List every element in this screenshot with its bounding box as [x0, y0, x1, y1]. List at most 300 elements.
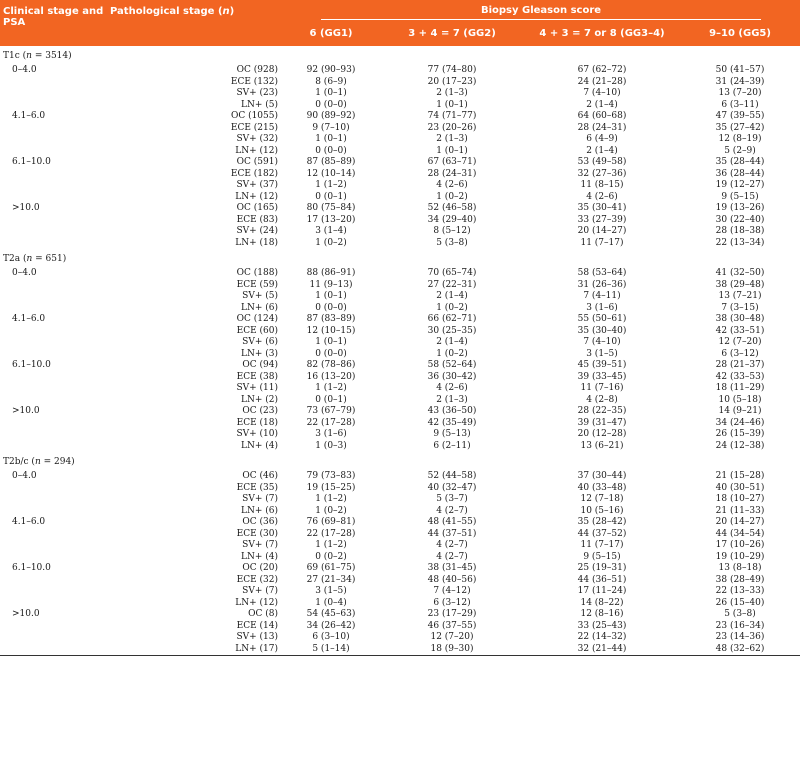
probability-cell: 31 (24–39): [715, 76, 765, 87]
probability-cell: 79 (73–83): [306, 471, 356, 481]
table-row: [0, 146, 800, 158]
probability-cell: 28 (22–35): [577, 406, 627, 416]
psa-range-label: [0, 575, 106, 587]
probability-cell: 87 (83–89): [306, 314, 356, 324]
probability-cell: 23 (20–26): [427, 122, 477, 133]
header-gleason-gg2: 3 + 4 = 7 (GG2): [380, 21, 524, 46]
probability-cell: 6 (3–11): [721, 99, 759, 110]
probability-cell: 3 (1–5): [315, 586, 347, 596]
pathological-stage-cell: LN+ (5): [240, 99, 278, 110]
psa-range-label: [0, 586, 106, 598]
probability-cell: 42 (33–51): [715, 325, 765, 336]
table-row: [0, 395, 800, 407]
header-path-close: ): [229, 6, 235, 17]
probability-cell: 35 (28–42): [577, 517, 627, 527]
probability-cell: 3 (1–6): [586, 302, 618, 313]
table-row: [0, 100, 800, 112]
probability-cell: 27 (22–31): [427, 279, 477, 290]
stage-group-label-prefix: T2b/c (: [3, 457, 35, 467]
table-row: [0, 598, 800, 610]
probability-cell: 52 (46–58): [427, 203, 477, 213]
probability-cell: 1 (0–2): [436, 191, 468, 202]
psa-range-label: 6.1–10.0: [12, 563, 51, 573]
probability-cell: 42 (35–49): [427, 417, 477, 428]
pathological-stage-cell: OC (591): [236, 157, 278, 167]
probability-cell: 28 (18–38): [715, 226, 765, 236]
probability-cell: 14 (8–22): [580, 597, 624, 608]
table-row: [0, 429, 800, 441]
pathological-stage-cell: ECE (132): [230, 76, 278, 87]
probability-cell: 1 (0–3): [315, 440, 347, 451]
probability-cell: 20 (17–23): [427, 76, 477, 87]
probability-cell: 33 (25–43): [577, 620, 627, 631]
probability-cell: 74 (71–77): [427, 111, 477, 121]
table-row: [0, 632, 800, 644]
stage-group-row: [0, 249, 800, 268]
header-biopsy-gleason-label: Biopsy Gleason score: [321, 5, 761, 20]
table-row: [0, 552, 800, 564]
probability-cell: 6 (4–9): [586, 134, 618, 144]
pathological-stage-cell: OC (23): [242, 406, 278, 416]
table-row: [0, 169, 800, 181]
probability-cell: 12 (10–15): [306, 325, 356, 336]
stage-group-label-count: = 651): [32, 254, 67, 264]
psa-range-label: [0, 598, 106, 610]
psa-range-label: [0, 238, 106, 250]
probability-cell: 21 (15–28): [715, 471, 765, 481]
psa-range-label: [0, 303, 106, 315]
probability-cell: 8 (5–12): [433, 226, 471, 236]
probability-cell: 7 (4–12): [433, 586, 471, 596]
header-pathological-stage: [106, 0, 282, 46]
pathological-stage-cell: ECE (182): [230, 168, 278, 179]
probability-cell: 38 (29–48): [715, 279, 765, 290]
probability-cell: 11 (7–17): [580, 540, 624, 550]
probability-cell: 2 (1–4): [586, 145, 618, 156]
psa-range-label: 0–4.0: [12, 65, 37, 75]
probability-cell: 90 (89–92): [306, 111, 356, 121]
header-gleason-gg1: 6 (GG1): [282, 21, 380, 46]
probability-cell: 9 (5–15): [583, 551, 621, 562]
probability-cell: 6 (3–12): [433, 597, 471, 608]
probability-cell: 12 (7–20): [718, 337, 762, 347]
psa-range-label: [0, 383, 106, 395]
probability-cell: 77 (74–80): [427, 65, 477, 75]
psa-range-label: [0, 441, 106, 453]
table-row: [0, 517, 800, 529]
pathological-stage-cell: SV+ (24): [236, 226, 278, 236]
probability-cell: 2 (1–4): [436, 291, 468, 301]
probability-cell: 41 (32–50): [715, 268, 765, 278]
probability-cell: 48 (40–56): [427, 574, 477, 585]
probability-cell: 0 (0–1): [315, 191, 347, 202]
probability-cell: 40 (33–48): [577, 482, 627, 493]
probability-cell: 9 (5–13): [433, 429, 471, 439]
probability-cell: 6 (3–12): [721, 348, 759, 359]
header-path-text: Pathological stage (: [110, 6, 223, 17]
probability-cell: 16 (13–20): [306, 371, 356, 382]
probability-cell: 0 (0–1): [315, 394, 347, 405]
psa-range-label: [0, 372, 106, 384]
table-row: [0, 471, 800, 483]
psa-range-label: [0, 621, 106, 633]
psa-range-label: [0, 529, 106, 541]
table-row: [0, 303, 800, 315]
probability-cell: 17 (11–24): [577, 586, 627, 596]
probability-cell: 7 (4–10): [583, 337, 621, 347]
probability-cell: 39 (31–47): [577, 417, 627, 428]
probability-cell: 26 (15–40): [715, 597, 765, 608]
psa-range-label: [0, 169, 106, 181]
probability-cell: 58 (53–64): [577, 268, 627, 278]
probability-cell: 7 (4–10): [583, 88, 621, 98]
table-row: [0, 280, 800, 292]
psa-range-label: [0, 192, 106, 204]
table-row: [0, 383, 800, 395]
probability-cell: 1 (0–4): [315, 597, 347, 608]
probability-cell: 3 (1–6): [315, 429, 347, 439]
probability-cell: 48 (41–55): [427, 517, 477, 527]
probability-cell: 20 (14–27): [715, 517, 765, 527]
probability-cell: 35 (27–42): [715, 122, 765, 133]
probability-cell: 42 (33–53): [715, 371, 765, 382]
psa-range-label: [0, 215, 106, 227]
probability-cell: 67 (62–72): [577, 65, 627, 75]
probability-cell: 1 (1–2): [315, 494, 347, 504]
table-header: [0, 0, 800, 46]
probability-cell: 13 (7–20): [718, 88, 762, 98]
table-body: [0, 46, 800, 656]
probability-cell: 12 (7–18): [580, 494, 624, 504]
probability-cell: 44 (36–51): [577, 574, 627, 585]
probability-cell: 2 (1–3): [436, 394, 468, 405]
probability-cell: 45 (39–51): [577, 360, 627, 370]
pathological-stage-cell: ECE (30): [236, 528, 278, 539]
psa-range-label: [0, 180, 106, 192]
probability-cell: 34 (26–42): [306, 620, 356, 631]
probability-cell: 5 (2–9): [724, 145, 756, 156]
probability-cell: 32 (21–44): [577, 643, 627, 654]
pathological-stage-cell: LN+ (12): [235, 145, 278, 156]
pathological-stage-cell: ECE (83): [236, 214, 278, 225]
probability-cell: 39 (33–45): [577, 371, 627, 382]
psa-range-label: [0, 88, 106, 100]
header-gleason-gg5: 9–10 (GG5): [680, 21, 800, 46]
table-row: [0, 203, 800, 215]
probability-cell: 6 (3–10): [312, 632, 350, 642]
psa-range-label: [0, 77, 106, 89]
header-clinical-stage: Clinical stage and PSA: [0, 0, 106, 46]
probability-cell: 32 (27–36): [577, 168, 627, 179]
psa-range-label: [0, 291, 106, 303]
psa-range-label: 4.1–6.0: [12, 314, 46, 324]
probability-cell: 22 (13–34): [715, 237, 765, 248]
table-row: [0, 644, 800, 656]
probability-cell: 73 (67–79): [306, 406, 356, 416]
stage-group-label-prefix: T1c (: [3, 51, 27, 61]
stage-group-row: [0, 452, 800, 471]
probability-cell: 1 (1–2): [315, 180, 347, 190]
probability-cell: 92 (90–93): [306, 65, 356, 75]
probability-cell: 4 (2–7): [436, 551, 468, 562]
stage-group-label-n: n: [26, 51, 32, 61]
pathological-stage-cell: LN+ (4): [240, 551, 278, 562]
table-row: [0, 291, 800, 303]
psa-range-label: [0, 226, 106, 238]
pathological-stage-cell: SV+ (5): [242, 291, 278, 301]
table-row: [0, 349, 800, 361]
probability-cell: 14 (9–21): [718, 406, 762, 416]
probability-cell: 31 (26–36): [577, 279, 627, 290]
probability-cell: 4 (2–7): [436, 505, 468, 516]
pathological-stage-cell: ECE (38): [236, 371, 278, 382]
table-row: [0, 215, 800, 227]
probability-cell: 5 (3–7): [436, 494, 468, 504]
probability-cell: 5 (3–8): [436, 237, 468, 248]
pathological-stage-cell: LN+ (6): [240, 505, 278, 516]
probability-cell: 48 (32–62): [715, 643, 765, 654]
table-row: [0, 586, 800, 598]
psa-range-label: 4.1–6.0: [12, 111, 46, 121]
probability-cell: 11 (8–15): [580, 180, 624, 190]
probability-cell: 0 (0–0): [315, 348, 347, 359]
psa-range-label: [0, 644, 106, 656]
table-row: [0, 337, 800, 349]
probability-cell: 28 (24–31): [577, 122, 627, 133]
probability-cell: 88 (86–91): [306, 268, 356, 278]
probability-cell: 30 (25–35): [427, 325, 477, 336]
psa-range-label: [0, 494, 106, 506]
probability-cell: 0 (0–0): [315, 99, 347, 110]
probability-cell: 12 (8–19): [718, 134, 762, 144]
table-row: [0, 192, 800, 204]
pathological-stage-cell: ECE (35): [236, 482, 278, 493]
table-row: [0, 529, 800, 541]
pathological-stage-cell: SV+ (7): [242, 494, 278, 504]
table-row: [0, 563, 800, 575]
probability-cell: 9 (7–10): [312, 122, 350, 133]
probability-cell: 2 (1–4): [586, 99, 618, 110]
probability-cell: 12 (10–14): [306, 168, 356, 179]
probability-cell: 10 (5–16): [580, 505, 624, 516]
table-row: [0, 134, 800, 146]
pathological-stage-cell: ECE (215): [230, 122, 278, 133]
pathological-stage-cell: LN+ (12): [235, 191, 278, 202]
header-path-n: n: [222, 6, 230, 17]
probability-cell: 4 (2–6): [586, 191, 618, 202]
header-gleason-gg3-4: 4 + 3 = 7 or 8 (GG3–4): [524, 21, 680, 46]
probability-cell: 25 (19–31): [577, 563, 627, 573]
probability-cell: 58 (52–64): [427, 360, 477, 370]
probability-cell: 22 (14–32): [577, 632, 627, 642]
probability-cell: 1 (0–1): [315, 134, 347, 144]
table-row: [0, 157, 800, 169]
probability-cell: 19 (10–29): [715, 551, 765, 562]
pathological-stage-cell: SV+ (11): [236, 383, 278, 393]
table-row: [0, 88, 800, 100]
psa-range-label: >10.0: [12, 609, 40, 619]
probability-cell: 28 (21–37): [715, 360, 765, 370]
pathological-stage-cell: OC (20): [242, 563, 278, 573]
probability-cell: 5 (1–14): [312, 643, 350, 654]
stage-group-label: [0, 452, 800, 471]
probability-cell: 13 (7–21): [718, 291, 762, 301]
psa-range-label: [0, 123, 106, 135]
probability-cell: 19 (15–25): [306, 482, 356, 493]
probability-cell: 54 (45–63): [306, 609, 356, 619]
stage-group-label-count: = 294): [40, 457, 75, 467]
table-row: [0, 609, 800, 621]
probability-cell: 19 (13–26): [715, 203, 765, 213]
pathological-stage-cell: OC (8): [248, 609, 278, 619]
stage-group-label-n: n: [26, 254, 33, 264]
probability-cell: 55 (50–61): [577, 314, 627, 324]
probability-cell: 67 (63–71): [427, 157, 477, 167]
probability-cell: 46 (37–55): [427, 620, 477, 631]
table-row: [0, 180, 800, 192]
probability-cell: 40 (30–51): [715, 482, 765, 493]
table-row: [0, 483, 800, 495]
probability-cell: 53 (49–58): [577, 157, 627, 167]
probability-cell: 5 (3–8): [724, 609, 756, 619]
probability-cell: 23 (16–34): [715, 620, 765, 631]
probability-cell: 11 (9–13): [309, 279, 353, 290]
probability-cell: 7 (3–15): [721, 302, 759, 313]
probability-cell: 4 (2–8): [586, 394, 618, 405]
psa-range-label: [0, 632, 106, 644]
psa-range-label: 0–4.0: [12, 268, 37, 278]
table-row: [0, 360, 800, 372]
probability-cell: 34 (29–40): [427, 214, 477, 225]
table-row: [0, 441, 800, 453]
probability-cell: 8 (6–9): [315, 76, 347, 87]
table-row: [0, 418, 800, 430]
pathological-stage-cell: ECE (14): [236, 620, 278, 631]
stage-group-label-count: = 3514): [31, 51, 72, 61]
probability-cell: 13 (6–21): [580, 440, 624, 451]
probability-cell: 43 (36–50): [427, 406, 477, 416]
probability-cell: 1 (0–1): [315, 337, 347, 347]
probability-cell: 64 (60–68): [577, 111, 627, 121]
table-row: [0, 326, 800, 338]
probability-cell: 19 (12–27): [715, 180, 765, 190]
pathological-stage-cell: LN+ (12): [235, 597, 278, 608]
psa-range-label: [0, 483, 106, 495]
psa-range-label: [0, 337, 106, 349]
table-row: [0, 621, 800, 633]
pathological-stage-cell: LN+ (17): [235, 643, 278, 654]
stage-group-label: [0, 46, 800, 65]
probability-cell: 3 (1–5): [586, 348, 618, 359]
pathological-stage-cell: OC (165): [236, 203, 278, 213]
probability-cell: 23 (17–29): [427, 609, 477, 619]
probability-cell: 13 (8–18): [718, 563, 762, 573]
probability-cell: 1 (0–1): [436, 99, 468, 110]
probability-cell: 18 (9–30): [430, 643, 474, 654]
psa-range-label: 4.1–6.0: [12, 517, 46, 527]
probability-cell: 11 (7–17): [580, 237, 624, 248]
probability-cell: 21 (11–33): [715, 505, 765, 516]
probability-cell: 17 (10–26): [715, 540, 765, 550]
pathological-stage-cell: SV+ (6): [242, 337, 278, 347]
probability-cell: 69 (61–75): [306, 563, 356, 573]
probability-cell: 24 (21–28): [577, 76, 627, 87]
probability-cell: 50 (41–57): [715, 65, 765, 75]
probability-cell: 37 (30–44): [577, 471, 627, 481]
psa-range-label: 6.1–10.0: [12, 360, 51, 370]
probability-cell: 1 (1–2): [315, 540, 347, 550]
probability-cell: 35 (30–40): [577, 325, 627, 336]
probability-cell: 82 (78–86): [306, 360, 356, 370]
pathological-stage-cell: OC (1055): [230, 111, 278, 121]
probability-cell: 70 (65–74): [427, 268, 477, 278]
psa-range-label: [0, 280, 106, 292]
probability-cell: 52 (44–58): [427, 471, 477, 481]
psa-range-label: 6.1–10.0: [12, 157, 51, 167]
probability-cell: 2 (1–4): [436, 337, 468, 347]
psa-range-label: [0, 100, 106, 112]
probability-cell: 40 (32–47): [427, 482, 477, 493]
probability-cell: 26 (15–39): [715, 429, 765, 439]
probability-cell: 11 (7–16): [580, 383, 624, 393]
probability-cell: 24 (12–38): [715, 440, 765, 451]
table-row: [0, 123, 800, 135]
psa-range-label: [0, 395, 106, 407]
pathological-stage-cell: SV+ (10): [236, 429, 278, 439]
psa-range-label: [0, 540, 106, 552]
probability-cell: 1 (0–2): [436, 302, 468, 313]
probability-cell: 6 (2–11): [433, 440, 471, 451]
pathological-stage-cell: LN+ (3): [240, 348, 278, 359]
pathological-stage-cell: ECE (18): [236, 417, 278, 428]
probability-cell: 36 (30–42): [427, 371, 477, 382]
probability-cell: 12 (7–20): [430, 632, 474, 642]
pathological-stage-cell: OC (36): [242, 517, 278, 527]
table-row: [0, 494, 800, 506]
psa-range-label: >10.0: [12, 406, 40, 416]
psa-range-label: [0, 349, 106, 361]
stage-group-label-n: n: [34, 457, 41, 467]
probability-cell: 0 (0–0): [315, 302, 347, 313]
probability-cell: 2 (1–3): [436, 134, 468, 144]
pathological-stage-cell: SV+ (7): [242, 540, 278, 550]
probability-cell: 35 (30–41): [577, 203, 627, 213]
header-biopsy-gleason: [282, 0, 800, 21]
psa-range-label: >10.0: [12, 203, 40, 213]
probability-cell: 1 (0–2): [315, 237, 347, 248]
probability-cell: 18 (11–29): [715, 383, 765, 393]
probability-cell: 35 (28–44): [715, 157, 765, 167]
table-row: [0, 506, 800, 518]
probability-cell: 4 (2–7): [436, 540, 468, 550]
pathological-stage-cell: OC (46): [242, 471, 278, 481]
probability-cell: 66 (62–71): [427, 314, 477, 324]
table-row: [0, 268, 800, 280]
table-row: [0, 77, 800, 89]
table-row: [0, 238, 800, 250]
pathological-stage-cell: LN+ (6): [240, 302, 278, 313]
pathological-stage-cell: LN+ (18): [235, 237, 278, 248]
stage-group-label: [0, 249, 800, 268]
pathological-stage-cell: OC (94): [242, 360, 278, 370]
table-row: [0, 372, 800, 384]
pathological-stage-cell: SV+ (23): [236, 88, 278, 98]
table-row: [0, 540, 800, 552]
probability-cell: 87 (85–89): [306, 157, 356, 167]
probability-cell: 38 (28–49): [715, 574, 765, 585]
probability-cell: 44 (37–52): [577, 528, 627, 539]
probability-cell: 47 (39–55): [715, 111, 765, 121]
